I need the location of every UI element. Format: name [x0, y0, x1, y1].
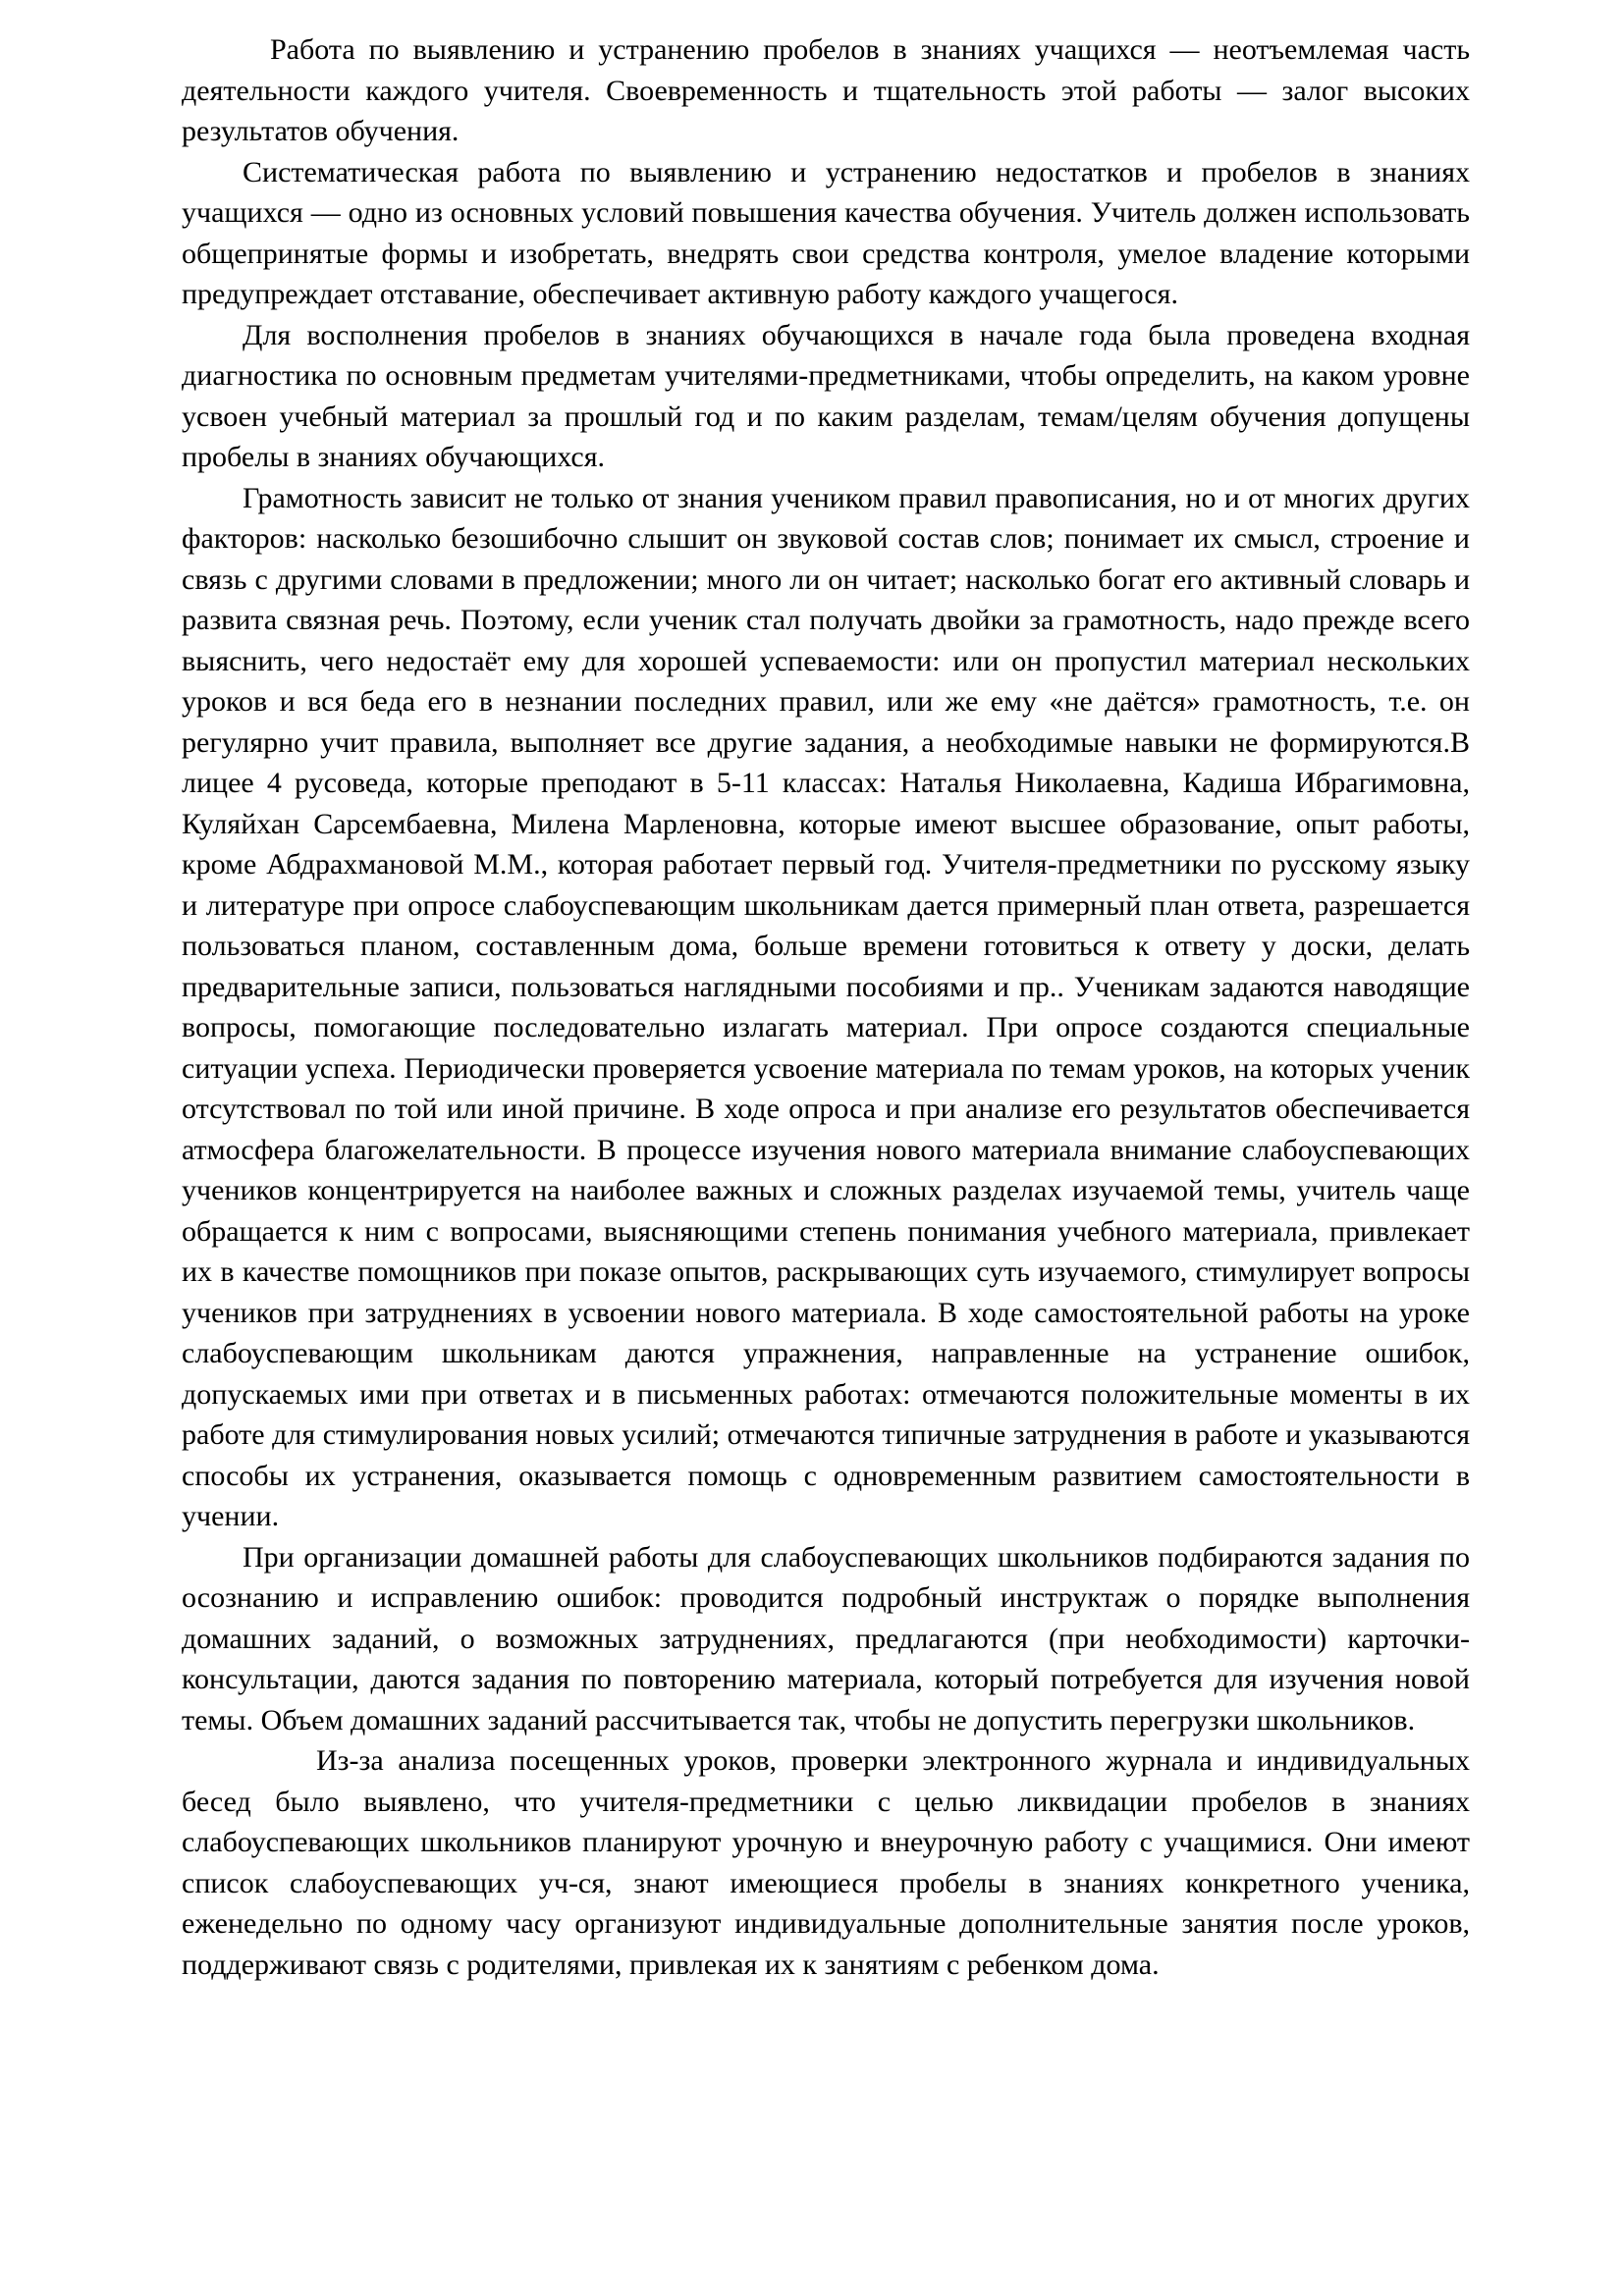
paragraph-literacy-and-teachers: Грамотность зависит не только от знания учеником правил правописания, но и от многих других факторов: насколько безошибочно слышит он звуковой состав слов; понимает их смысл, строение и связь с другими словами в предложении; много ли он читает; насколько богат его активный словарь и развита связная речь. Поэтому, если ученик стал получать двойки за грамотность, надо прежде всего выяснить, чего недостаёт ему для хорошей успеваемости: или он пропустил материал нескольких уроков и вся беда его в незнании последних правил, или же ему «не даётся» грамотность, т.е. он регулярно учит правила, выполняет все другие задания, а необходимые навыки не формируются.В лицее 4 русоведа, которые преподают в 5-11 классах: Наталья Николаевна, Кадиша Ибрагимовна, Куляйхан Сарсембаевна, Милена Марленовна, которые имеют высшее образование, опыт работы, кроме Абдрахмановой М.М., которая работает первый год. Учителя-предметники по русскому языку и литературе при опросе слабоуспевающим школьникам дается примерный план ответа, разрешается пользоваться планом, составленным дома, больше времени готовиться к ответу у доски, делать предварительные записи, пользоваться наглядными пособиями и пр.. Ученикам задаются наводящие вопросы, помогающие последовательно излагать материал. При опросе создаются специальные ситуации успеха. Периодически проверяется усвоение материала по темам уроков, на которых ученик отсутствовал по той или иной причине. В ходе опроса и при анализе его результатов обеспечивается атмосфера благожелательности. В процессе изучения нового материала внимание слабоуспевающих учеников концентрируется на наиболее важных и сложных разделах изучаемой темы, учитель чаще обращается к ним с вопросами, выясняющими степень понимания учебного материала, привлекает их в качестве помощников при показе опытов, раскрывающих суть изучаемого, стимулирует вопросы учеников при затруднениях в усвоении нового материала. В ходе самостоятельной работы на уроке слабоуспевающим школьникам даются упражнения, направленные на устранение ошибок, допускаемых ими при ответах и в письменных работах: отмечаются положительные моменты в их работе для стимулирования новых усилий; отмечаются типичные затруднения в работе и указываются способы их устранения, оказывается помощь с одновременным развитием самостоятельности в учении.: [182, 481, 1470, 1532]
paragraph-entry-diagnostics: Для восполнения пробелов в знаниях обучающихся в начале года была проведена входная диагностика по основным предметам учителями-предметниками, чтобы определить, на каком уровне усвоен учебный материал за прошлый год и по каким разделам, темам/целям обучения допущены пробелы в знаниях обучающихся.: [182, 318, 1470, 473]
paragraph-intro-gaps-work: Работа по выявлению и устранению пробелов в знаниях учащихся — неотъемлемая часть деятельности каждого учителя. Своевременность и тщательность этой работы — залог высоких результатов обучения.: [182, 33, 1470, 147]
paragraph-systematic-work: Систематическая работа по выявлению и устранению недостатков и пробелов в знаниях учащихся — одно из основных условий повышения качества обучения. Учитель должен использовать общепринятые формы и изобретать, внедрять свои средства контроля, умелое владение которыми предупреждает отставание, обеспечивает активную работу каждого учащегося.: [182, 155, 1470, 310]
paragraph-homework-organization: При организации домашней работы для слабоуспевающих школьников подбираются задания по осознанию и исправлению ошибок: проводится подробный инструктаж о порядке выполнения домашних заданий, о возможных затруднениях, предлагаются (при необходимости) карточки-консультации, даются задания по повторению материала, который потребуется для изучения новой темы. Объем домашних заданий рассчитывается так, чтобы не допустить перегрузки школьников.: [182, 1540, 1470, 1736]
document-body-text: [182, 29, 1470, 1985]
paragraph-lesson-analysis-conclusion: Из-за анализа посещенных уроков, проверки электронного журнала и индивидуальных бесед было выявлено, что учителя-предметники с целью ликвидации пробелов в знаниях слабоуспевающих школьников планируют урочную и внеурочную работу с учащимися. Они имеют список слабоуспевающих уч-ся, знают имеющиеся пробелы в знаниях конкретного ученика, еженедельно по одному часу организуют индивидуальные дополнительные занятия после уроков, поддерживают связь с родителями, привлекая их к занятиям с ребенком дома.: [182, 1744, 1470, 1981]
